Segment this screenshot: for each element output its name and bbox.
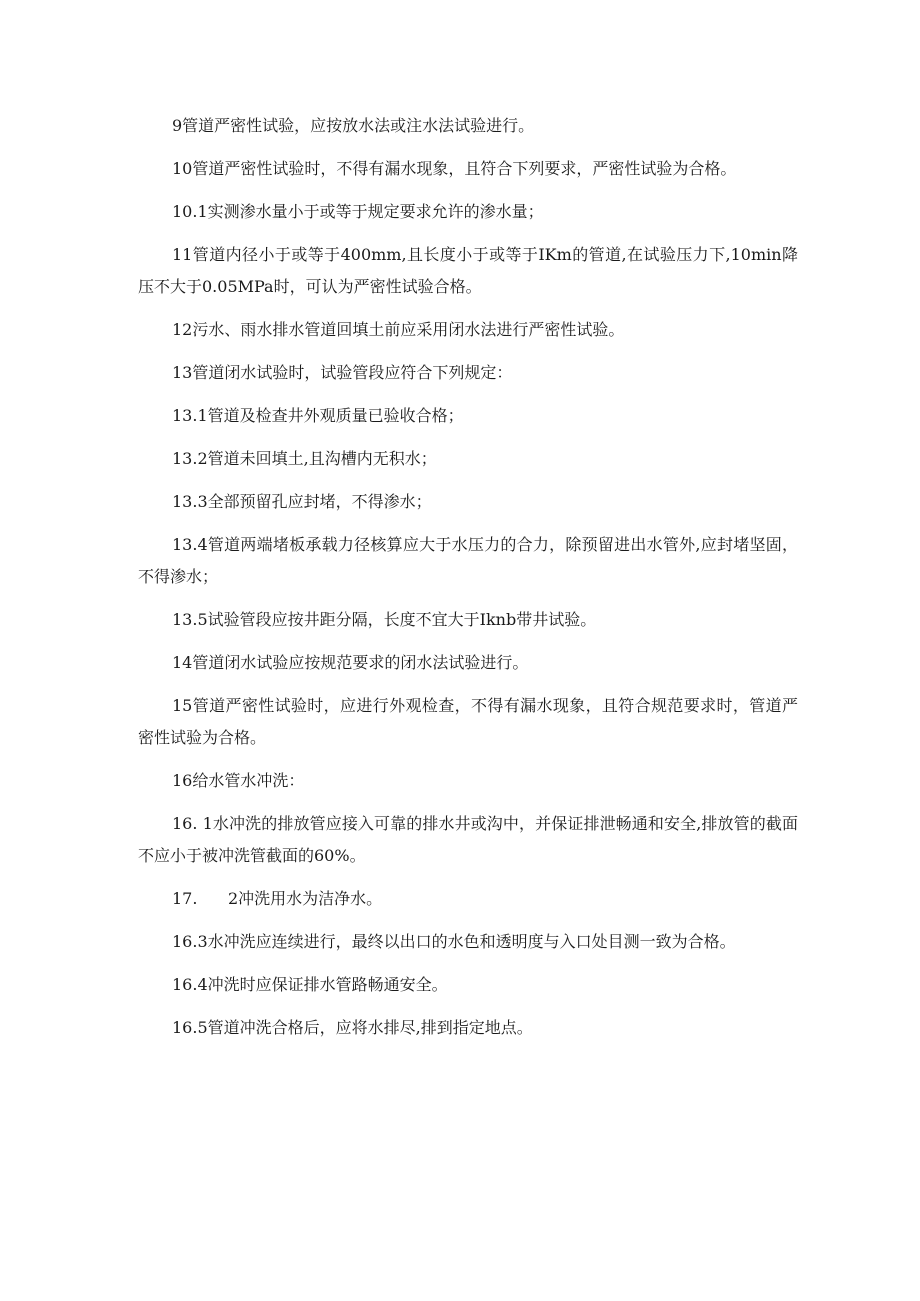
- document-body: [138, 110, 798, 1055]
- paragraph-14: 14管道闭水试验应按规范要求的闭水法试验进行。: [172, 653, 529, 672]
- paragraph-11: 11管道内径小于或等于400mm,且长度小于或等于IKm的管道,在试验压力下,10min降压不大于0.05MPa时，可认为严密性试验合格。: [138, 245, 798, 296]
- paragraph-16-4: 16.4冲洗时应保证排水管路畅通安全。: [172, 975, 448, 994]
- paragraph-16-1: 16. 1水冲洗的排放管应接入可靠的排水井或沟中，并保证排泄畅通和安全,排放管的截面不应小于被冲洗管截面的60%。: [138, 814, 798, 865]
- paragraph-13-2: 13.2管道未回填土,且沟槽内无积水；: [172, 449, 437, 468]
- paragraph-10: 10管道严密性试验时，不得有漏水现象，且符合下列要求，严密性试验为合格。: [172, 159, 737, 178]
- paragraph-9: 9管道严密性试验，应按放水法或注水法试验进行。: [172, 116, 535, 135]
- paragraph-13-4: 13.4管道两端堵板承载力径核算应大于水压力的合力，除预留进出水管外,应封堵坚固，不得渗水；: [138, 535, 798, 586]
- paragraph-10-1: 10.1实测渗水量小于或等于规定要求允许的渗水量；: [172, 202, 544, 221]
- paragraph-15: 15管道严密性试验时，应进行外观检查，不得有漏水现象，且符合规范要求时，管道严密性试验为合格。: [138, 696, 798, 747]
- paragraph-13-5: 13.5试验管段应按井距分隔，长度不宜大于Iknb带井试验。: [172, 610, 597, 629]
- paragraph-13: 13管道闭水试验时，试验管段应符合下列规定：: [172, 363, 513, 382]
- paragraph-13-3: 13.3全部预留孔应封堵，不得渗水；: [172, 492, 432, 511]
- paragraph-16-5: 16.5管道冲洗合格后，应将水排尽,排到指定地点。: [172, 1018, 533, 1037]
- paragraph-13-1: 13.1管道及检查井外观质量已验收合格；: [172, 406, 464, 425]
- paragraph-12: 12污水、雨水排水管道回填土前应采用闭水法进行严密性试验。: [172, 320, 625, 339]
- paragraph-16-3: 16.3水冲洗应连续进行，最终以出口的水色和透明度与入口处目测一致为合格。: [172, 932, 736, 951]
- paragraph-16: 16给水管水冲洗：: [172, 771, 305, 790]
- paragraph-17: 17. 2冲洗用水为洁净水。: [172, 889, 383, 908]
